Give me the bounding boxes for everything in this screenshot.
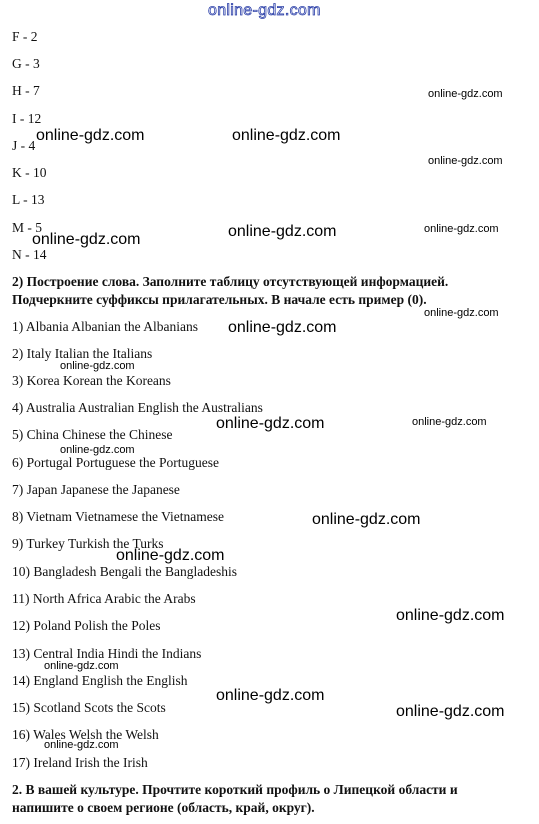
watermark: online-gdz.com bbox=[116, 547, 225, 564]
list-item: 11) North Africa Arabic the Arabs bbox=[12, 591, 196, 606]
list-item: 9) Turkey Turkish the Turks bbox=[12, 536, 164, 551]
answer-item: J - 4 bbox=[12, 138, 36, 153]
answer-item: K - 10 bbox=[12, 165, 47, 180]
list-item: 3) Korea Korean the Koreans bbox=[12, 373, 171, 388]
header-watermark: online-gdz.com bbox=[208, 2, 321, 19]
answer-item: M - 5 bbox=[12, 220, 42, 235]
watermark: online-gdz.com bbox=[424, 307, 499, 319]
list-item: 15) Scotland Scots the Scots bbox=[12, 700, 166, 715]
watermark: online-gdz.com bbox=[232, 127, 341, 144]
list-item: 8) Vietnam Vietnamese the Vietnamese bbox=[12, 509, 225, 524]
watermark: online-gdz.com bbox=[60, 360, 135, 372]
list-item: 12) Poland Polish the Poles bbox=[12, 618, 161, 633]
watermark: online-gdz.com bbox=[424, 223, 499, 235]
watermark: online-gdz.com bbox=[216, 415, 325, 432]
answer-item: F - 2 bbox=[12, 29, 38, 44]
watermark: online-gdz.com bbox=[228, 223, 337, 240]
answer-item: G - 3 bbox=[12, 56, 40, 71]
list-item: 17) Ireland Irish the Irish bbox=[12, 755, 148, 770]
watermark: online-gdz.com bbox=[60, 444, 135, 456]
list-item: 2) Italy Italian the Italians bbox=[12, 346, 153, 361]
list-item: 6) Portugal Portuguese the Portuguese bbox=[12, 455, 219, 470]
watermark: online-gdz.com bbox=[228, 319, 337, 336]
task2-heading-line2: Подчеркните суффиксы прилагательных. В начале есть пример (0). bbox=[12, 292, 427, 307]
watermark: online-gdz.com bbox=[216, 687, 325, 704]
list-item: 7) Japan Japanese the Japanese bbox=[12, 482, 180, 497]
watermark: online-gdz.com bbox=[428, 88, 503, 100]
watermark: online-gdz.com bbox=[44, 660, 119, 672]
list-item: 5) China Chinese the Chinese bbox=[12, 427, 173, 442]
list-item: 4) Australia Australian English the Australians bbox=[12, 400, 263, 415]
task3-heading-line2: напишите о своем регионе (область, край, округ). bbox=[12, 800, 315, 815]
watermark: online-gdz.com bbox=[428, 155, 503, 167]
task3-heading-line1: 2. В вашей культуре. Прочтите короткий профиль о Липецкой области и bbox=[12, 782, 458, 797]
watermark: online-gdz.com bbox=[312, 511, 421, 528]
answer-item: I - 12 bbox=[12, 111, 42, 126]
list-item: 14) England English the English bbox=[12, 673, 188, 688]
watermark: online-gdz.com bbox=[396, 703, 505, 720]
watermark: online-gdz.com bbox=[36, 127, 145, 144]
list-item: 13) Central India Hindi the Indians bbox=[12, 646, 202, 661]
watermark: online-gdz.com bbox=[32, 231, 141, 248]
answer-item: L - 13 bbox=[12, 192, 45, 207]
answer-item: N - 14 bbox=[12, 247, 47, 262]
watermark: online-gdz.com bbox=[44, 739, 119, 751]
answer-item: H - 7 bbox=[12, 83, 40, 98]
watermark: online-gdz.com bbox=[396, 607, 505, 624]
list-item: 1) Albania Albanian the Albanians bbox=[12, 319, 198, 334]
watermark: online-gdz.com bbox=[412, 416, 487, 428]
list-item: 10) Bangladesh Bengali the Bangladeshis bbox=[12, 564, 237, 579]
task2-heading-line1: 2) Построение слова. Заполните таблицу отсутствующей информацией. bbox=[12, 274, 449, 289]
list-item: 16) Wales Welsh the Welsh bbox=[12, 727, 159, 742]
